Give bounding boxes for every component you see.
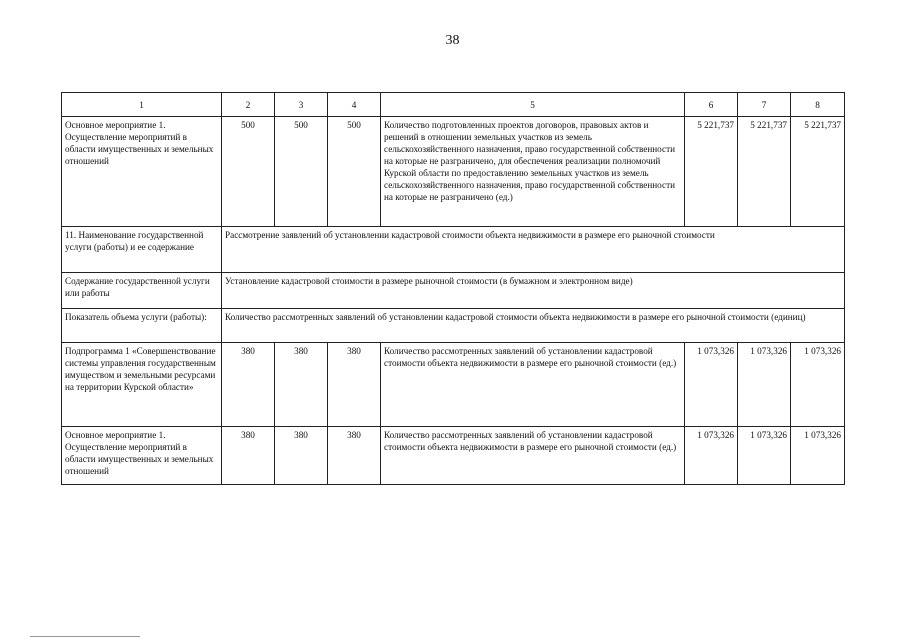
service-content-row bbox=[62, 273, 845, 309]
column-header: 6 bbox=[685, 93, 738, 117]
table-header-row bbox=[62, 93, 845, 117]
cell-value: 1 073,326 bbox=[685, 343, 738, 427]
cell-value: 1 073,326 bbox=[738, 343, 791, 427]
cell-value: 380 bbox=[222, 343, 275, 427]
column-header: 1 bbox=[62, 93, 222, 117]
column-header: 2 bbox=[222, 93, 275, 117]
service-name-row bbox=[62, 227, 845, 273]
service-content-label: Содержание государственной услуги или работы bbox=[62, 273, 222, 309]
measure-name: Основное мероприятие 1. Осуществление мероприятий в области имущественных и земельных отношений bbox=[62, 427, 222, 485]
subprogram-name: Подпрограмма 1 «Совершенствование системы управления государственным имуществом и земельными ресурсами на территории Курской области» bbox=[62, 343, 222, 427]
cell-value: 380 bbox=[275, 427, 328, 485]
indicator-description: Количество рассмотренных заявлений об установлении кадастровой стоимости объекта недвижимости в размере его рыночной стоимости (ед.) bbox=[381, 427, 685, 485]
column-header: 4 bbox=[328, 93, 381, 117]
cell-value: 500 bbox=[275, 117, 328, 227]
cell-value: 1 073,326 bbox=[791, 343, 845, 427]
service-indicator-label: Показатель объема услуги (работы): bbox=[62, 309, 222, 343]
service-content-value: Установление кадастровой стоимости в размере рыночной стоимости (в бумажном и электронном виде) bbox=[222, 273, 845, 309]
cell-value: 380 bbox=[328, 427, 381, 485]
services-table bbox=[61, 92, 845, 485]
measure-name: Основное мероприятие 1. Осуществление мероприятий в области имущественных и земельных отношений bbox=[62, 117, 222, 227]
cell-value: 380 bbox=[328, 343, 381, 427]
cell-value: 380 bbox=[222, 427, 275, 485]
column-header: 7 bbox=[738, 93, 791, 117]
cell-value: 1 073,326 bbox=[738, 427, 791, 485]
column-header: 3 bbox=[275, 93, 328, 117]
cell-value: 5 221,737 bbox=[685, 117, 738, 227]
table-row bbox=[62, 427, 845, 485]
page-number: 38 bbox=[445, 33, 460, 48]
indicator-description: Количество рассмотренных заявлений об установлении кадастровой стоимости объекта недвижимости в размере его рыночной стоимости (ед.) bbox=[381, 343, 685, 427]
cell-value: 1 073,326 bbox=[791, 427, 845, 485]
service-indicator-row bbox=[62, 309, 845, 343]
service-name-label: 11. Наименование государственной услуги (работы) и ее содержание bbox=[62, 227, 222, 273]
indicator-description: Количество подготовленных проектов договоров, правовых актов и решений в отношении земельных участков из земель сельскохозяйственного назначения, право государственной собственности на которые не разграничено, для обеспечения реализации полномочий Курской области по предоставлению земельных участков из земель сельскохозяйственного назначения, право государственной собственности на которые не разграничено (ед.) bbox=[381, 117, 685, 227]
table-row bbox=[62, 343, 845, 427]
cell-value: 5 221,737 bbox=[791, 117, 845, 227]
cell-value: 500 bbox=[222, 117, 275, 227]
column-header: 5 bbox=[381, 93, 685, 117]
cell-value: 380 bbox=[275, 343, 328, 427]
cell-value: 1 073,326 bbox=[685, 427, 738, 485]
column-header: 8 bbox=[791, 93, 845, 117]
service-indicator-value: Количество рассмотренных заявлений об установлении кадастровой стоимости объекта недвижимости в размере его рыночной стоимости (единиц) bbox=[222, 309, 845, 343]
cell-value: 500 bbox=[328, 117, 381, 227]
service-name-value: Рассмотрение заявлений об установлении кадастровой стоимости объекта недвижимости в размере его рыночной стоимости bbox=[222, 227, 845, 273]
table-row bbox=[62, 117, 845, 227]
footer-divider bbox=[30, 636, 140, 637]
cell-value: 5 221,737 bbox=[738, 117, 791, 227]
